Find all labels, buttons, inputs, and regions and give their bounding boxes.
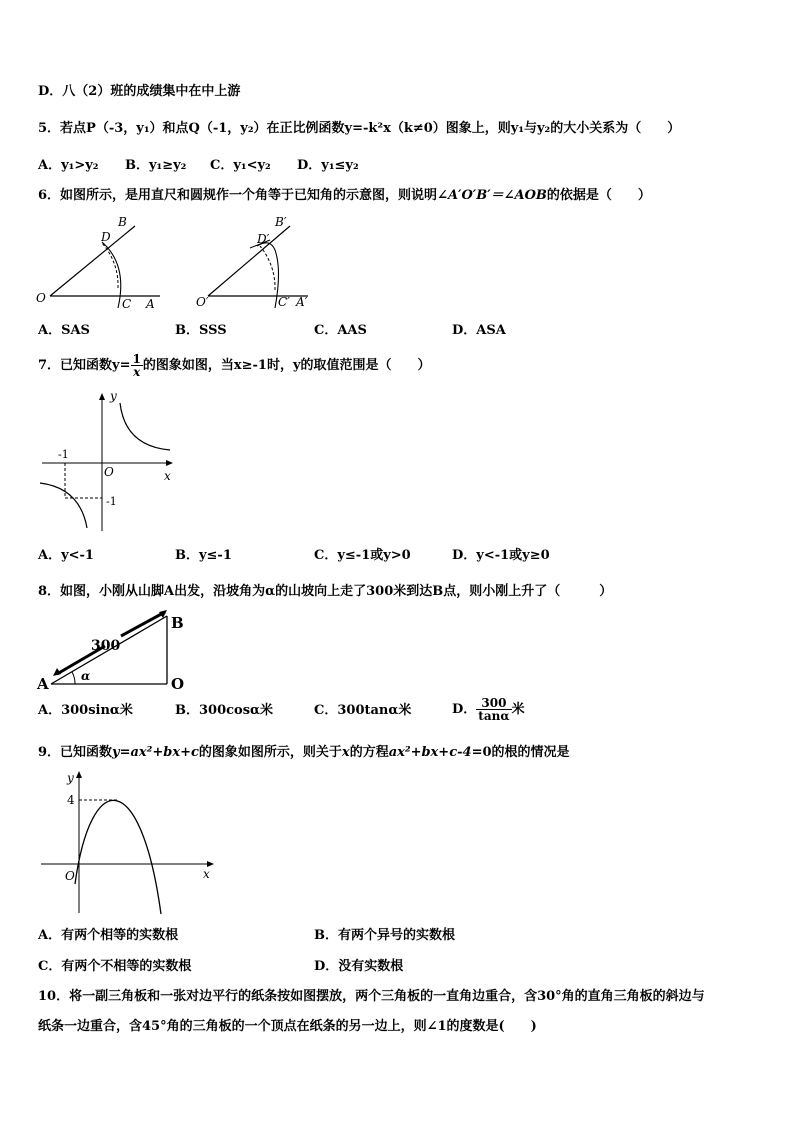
- q8-option-a[interactable]: A．300sinα米: [38, 703, 133, 718]
- q9-stem: 9．已知函数y=ax²+bx+c的图象如图所示，则关于x的方程ax²+bx+c-4=0的根的情况是: [38, 745, 570, 760]
- q7-label-neg1-y: -1: [106, 495, 117, 508]
- q8-option-b[interactable]: B．300cosα米: [175, 703, 274, 718]
- q5-stem: 5．若点P（-3，y₁）和点Q（-1，y₂）在正比例函数y=-k²x（k≠0）图象上，则y₁与y₂的大小关系为（ ）: [38, 121, 681, 136]
- q8-stem: 8．如图，小刚从山脚A出发，沿坡角为α的山坡向上走了300米到达B点，则小刚上升了（ ）: [38, 584, 613, 599]
- q7-option-c[interactable]: C．y≤-1或y>0: [314, 548, 411, 563]
- q6-left-label-a: A: [146, 297, 155, 311]
- q7-label-x: x: [164, 469, 171, 483]
- q4-option-d: D．八（2）班的成绩集中在中上游: [38, 84, 241, 99]
- q7-option-b[interactable]: B．y≤-1: [175, 548, 232, 563]
- q6-left-label-o: O: [36, 291, 46, 305]
- q7-label-neg1-x: -1: [58, 448, 69, 461]
- q9-label-x: x: [203, 867, 210, 881]
- q6-right-label-c: C′: [278, 295, 290, 309]
- q7-option-a[interactable]: A．y<-1: [38, 548, 94, 563]
- q6-option-c[interactable]: C．AAS: [314, 323, 367, 338]
- q9-label-four: 4: [67, 793, 75, 807]
- q6-right-label-o: O′: [196, 295, 209, 309]
- q9-option-c[interactable]: C．有两个不相等的实数根: [38, 959, 192, 974]
- q9-option-a[interactable]: A．有两个相等的实数根: [38, 928, 179, 943]
- q6-option-b[interactable]: B．SSS: [175, 323, 227, 338]
- q9-figure: [35, 768, 225, 918]
- q6-left-label-b: B: [118, 215, 127, 229]
- q8-label-b: B: [171, 614, 184, 632]
- q6-left-label-d: D: [101, 230, 111, 244]
- q7-stem: 7．已知函数y= $\frac{1}{x}$ 的图象如图，当x≥-1时，y的取值范围是（ ）: [38, 352, 431, 379]
- q6-right-label-b: B′: [275, 215, 287, 229]
- q8-label-alpha: α: [81, 669, 91, 683]
- q8-option-d-fraction: $\frac{300}{\tan\alpha}$: [478, 696, 510, 723]
- q8-label-length: 300: [91, 638, 121, 654]
- q6-right-label-a: A′: [296, 295, 308, 309]
- q5-option-b[interactable]: B．y₁≥y₂: [125, 158, 187, 173]
- q6-figure-right: [190, 210, 330, 315]
- q7-label-o: O: [104, 465, 114, 479]
- q5-option-c[interactable]: C．y₁<y₂: [210, 158, 271, 173]
- q8-option-c[interactable]: C．300tanα米: [314, 703, 412, 718]
- q7-label-y: y: [110, 389, 117, 403]
- q6-option-a[interactable]: A．SAS: [38, 323, 90, 338]
- q8-label-a: A: [37, 675, 49, 693]
- q9-label-o: O: [65, 869, 75, 883]
- q9-option-d[interactable]: D．没有实数根: [314, 959, 404, 974]
- q7-fraction: $\frac{1}{x}$: [132, 352, 141, 379]
- q9-option-b[interactable]: B．有两个异号的实数根: [314, 928, 455, 943]
- q7-figure: [30, 388, 180, 538]
- q8-label-o: O: [171, 675, 185, 693]
- q5-option-d[interactable]: D．y₁≤y₂: [297, 158, 359, 173]
- q7-option-d[interactable]: D．y<-1或y≥0: [452, 548, 550, 563]
- q6-option-d[interactable]: D．ASA: [452, 323, 506, 338]
- q8-figure: [35, 608, 195, 693]
- q8-option-d[interactable]: D． $\frac{300}{\tan\alpha}$ 米: [452, 696, 525, 723]
- q6-left-label-c: C: [122, 297, 132, 311]
- q10-stem-line1: 10．将一副三角板和一张对边平行的纸条按如图摆放，两个三角板的一直角边重合，含30°角的直角三角板的斜边与: [38, 989, 705, 1004]
- q5-option-a[interactable]: A．y₁>y₂: [38, 158, 99, 173]
- q6-stem-math: ∠A′O′B′＝∠AOB: [437, 188, 547, 203]
- q6-right-label-d: D′: [257, 232, 270, 246]
- q9-label-y: y: [67, 771, 74, 785]
- q6-figure-left: [30, 210, 170, 315]
- q10-stem-line2: 纸条一边重合，含45°角的三角板的一个顶点在纸条的另一边上，则∠1的度数是( ): [38, 1019, 537, 1034]
- q6-stem: 6．如图所示，是用直尺和圆规作一个角等于已知角的示意图，则说明∠A′O′B′＝∠AOB的依据是（ ）: [38, 188, 651, 203]
